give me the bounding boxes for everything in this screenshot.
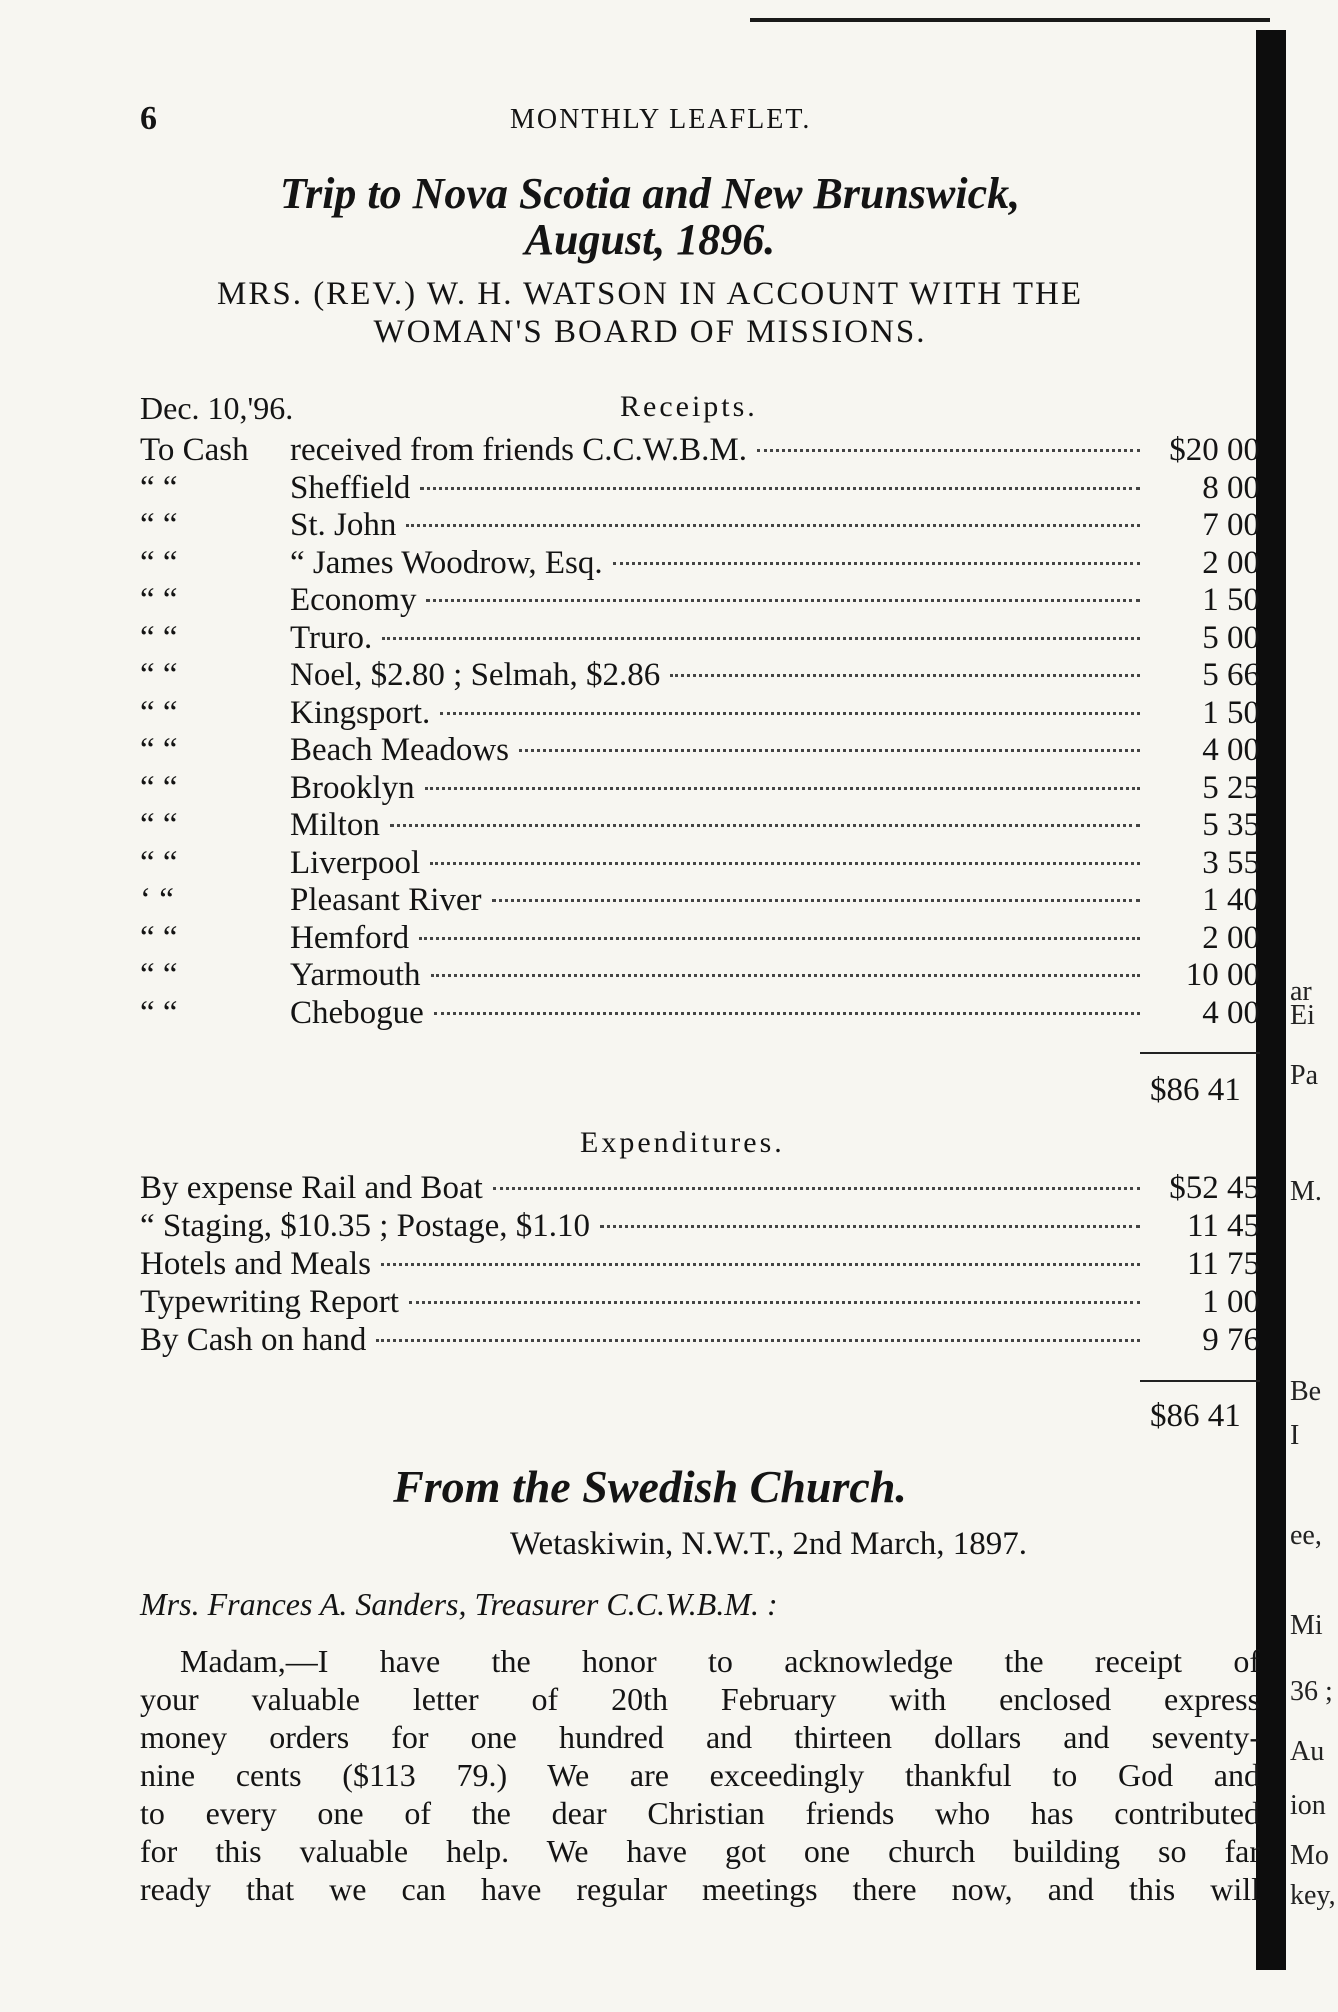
ledger-row [140, 695, 1260, 733]
letter-line: Madam,—I have the honor to acknowledge the receipt of [180, 1643, 1260, 1679]
ditto-mark: “ “ [140, 844, 178, 881]
leader-dots [426, 599, 1140, 602]
page-header [140, 100, 1240, 140]
edge-rule [750, 18, 1270, 22]
bleed-fragment: Be [1290, 1376, 1322, 1407]
receipts-total: $86 41 [1150, 1072, 1241, 1108]
ledger-label: “ James Woodrow, Esq. [290, 544, 603, 581]
ledger-row [140, 732, 1260, 770]
leader-dots [376, 1339, 1140, 1342]
ledger-amount: 4 00 [1202, 732, 1260, 768]
ledger-label: received from friends C.C.W.B.M. [290, 432, 748, 468]
ditto-mark: “ “ [140, 619, 178, 656]
ledger-amount: 1 50 [1202, 582, 1260, 618]
ledger-row [140, 432, 1260, 470]
ledger-amount: 2 00 [1202, 919, 1260, 956]
letter-line: ready that we can have regular meetings there now, and this will [140, 1871, 1260, 1907]
ditto-mark: “ “ [140, 732, 178, 768]
ledger-label: Milton [290, 807, 380, 843]
account-heading-line1: MRS. (REV.) W. H. WATSON IN ACCOUNT WITH THE [216, 276, 1083, 312]
ditto-mark: ‘ “ [140, 882, 174, 918]
leader-dots [670, 674, 1140, 677]
ledger-row [140, 545, 1260, 583]
ledger-amount: 11 75 [1186, 1246, 1260, 1282]
leader-dots [492, 899, 1140, 902]
ledger-label: Liverpool [290, 844, 421, 881]
ledger-amount: $52 45 [1169, 1170, 1260, 1206]
ledger-row [140, 582, 1260, 620]
ledger-label: St. John [290, 507, 397, 543]
ditto-mark: To Cash [140, 432, 249, 468]
ledger-amount: 2 00 [1202, 544, 1260, 581]
ditto-mark: “ “ [140, 919, 178, 956]
ledger-row [140, 1208, 1260, 1246]
ledger-label: Yarmouth [290, 957, 421, 993]
bleed-fragment: Pa [1290, 1060, 1318, 1091]
ditto-mark: “ “ [140, 582, 178, 618]
letter-line: your valuable letter of 20th February with enclosed express [140, 1681, 1260, 1717]
ledger-amount: 11 45 [1186, 1208, 1260, 1244]
bleed-fragment: Au [1290, 1736, 1325, 1767]
leader-dots [600, 1225, 1140, 1228]
leader-dots [406, 524, 1140, 527]
leader-dots [519, 749, 1140, 752]
expenditures-total-rule [1140, 1380, 1260, 1382]
ledger-row [140, 470, 1260, 508]
letter-addressee: Mrs. Frances A. Sanders, Treasurer C.C.W.B.M. : [140, 1586, 778, 1622]
ledger-row [140, 657, 1260, 695]
ledger-label: Chebogue [290, 994, 424, 1031]
letter-line: to every one of the dear Christian friends who has contributed [140, 1795, 1260, 1831]
ledger-amount: $20 00 [1169, 432, 1260, 468]
ledger-row [140, 807, 1260, 845]
ledger-label: Truro. [290, 619, 373, 656]
page-number: 6 [140, 100, 157, 137]
bleed-fragment: ion [1290, 1790, 1326, 1821]
letter-place-date: Wetaskiwin, N.W.T., 2nd March, 1897. [510, 1526, 1028, 1562]
ledger-label: “ Staging, $10.35 ; Postage, $1.10 [140, 1208, 591, 1244]
article-title-line1: Trip to Nova Scotia and New Brunswick, [279, 169, 1021, 218]
leader-dots [409, 1301, 1140, 1304]
ditto-mark: “ “ [140, 994, 178, 1031]
ledger-amount: 4 00 [1202, 994, 1260, 1031]
ledger-row [140, 995, 1260, 1033]
ditto-mark: “ “ [140, 807, 178, 843]
ledger-amount: 5 35 [1202, 807, 1260, 843]
receipts-total-rule [1140, 1052, 1260, 1054]
bleed-fragment: 36 ; [1290, 1676, 1333, 1707]
ditto-mark: “ “ [140, 957, 178, 993]
letter-line: nine cents ($113 79.) We are exceedingly thankful to God and [140, 1757, 1260, 1793]
article-title-line2: August, 1896. [524, 215, 776, 264]
bleed-fragment: Mi [1290, 1610, 1323, 1641]
leader-dots [440, 712, 1140, 715]
leader-dots [390, 824, 1140, 827]
ledger-label: Brooklyn [290, 769, 415, 806]
ledger-label: By expense Rail and Boat [140, 1170, 483, 1206]
ditto-mark: “ “ [140, 769, 178, 806]
ledger-row [140, 957, 1260, 995]
account-date: Dec. 10,'96. [140, 390, 294, 426]
leader-dots [420, 487, 1140, 490]
ditto-mark: “ “ [140, 469, 178, 506]
expenditures-heading: Expenditures. [580, 1126, 785, 1159]
ledger-row [140, 1284, 1260, 1322]
ledger-label: Noel, $2.80 ; Selmah, $2.86 [290, 657, 661, 693]
letter-line: money orders for one hundred and thirteen dollars and seventy- [140, 1719, 1260, 1755]
bleed-fragment: ee, [1290, 1520, 1322, 1551]
ditto-mark: “ “ [140, 544, 178, 581]
ledger-row [140, 845, 1260, 883]
ledger-amount: 8 00 [1202, 469, 1260, 506]
leader-dots [381, 1263, 1140, 1266]
leader-dots [434, 1012, 1140, 1015]
ledger-amount: 10 00 [1185, 957, 1260, 993]
ledger-label: Pleasant River [290, 882, 482, 918]
swedish-church-title: From the Swedish Church. [393, 1461, 907, 1512]
leader-dots [382, 637, 1140, 640]
ledger-amount: 1 00 [1202, 1284, 1260, 1320]
ledger-amount: 9 76 [1202, 1322, 1260, 1358]
leader-dots [425, 787, 1140, 790]
expenditures-total: $86 41 [1150, 1398, 1241, 1434]
bleed-fragment: M. [1290, 1176, 1322, 1207]
ledger-row [140, 770, 1260, 808]
ledger-label: Economy [290, 582, 417, 618]
ledger-row [140, 620, 1260, 658]
ledger-label: Hemford [290, 919, 410, 956]
ledger-label: Hotels and Meals [140, 1246, 371, 1282]
bleed-fragment: key, [1290, 1880, 1336, 1911]
ledger-amount: 5 25 [1202, 769, 1260, 806]
ledger-label: Kingsport. [290, 694, 431, 731]
ledger-amount: 1 40 [1202, 882, 1260, 918]
bleed-fragment: Ei [1290, 1000, 1315, 1031]
bleed-fragment: I [1290, 1420, 1300, 1451]
ledger-amount: 5 00 [1202, 619, 1260, 656]
leader-dots [757, 449, 1140, 452]
leader-dots [493, 1187, 1140, 1190]
bleed-fragment: ar [1290, 976, 1312, 1007]
leader-dots [613, 562, 1140, 565]
account-heading-line2: WOMAN'S BOARD OF MISSIONS. [373, 314, 927, 350]
ledger-amount: 5 66 [1202, 657, 1260, 693]
ledger-row [140, 507, 1260, 545]
ditto-mark: “ “ [140, 657, 178, 693]
ledger-label: Typewriting Report [140, 1284, 399, 1320]
ledger-amount: 7 00 [1202, 507, 1260, 543]
running-title: MONTHLY LEAFLET. [510, 104, 812, 135]
ledger-row [140, 920, 1260, 958]
bleed-fragment: Mo [1290, 1840, 1329, 1871]
ledger-row [140, 882, 1260, 920]
ledger-amount: 1 50 [1202, 694, 1260, 731]
leader-dots [431, 974, 1140, 977]
letter-body [140, 1642, 1260, 1908]
ledger-label: Beach Meadows [290, 732, 510, 768]
ledger-row [140, 1322, 1260, 1360]
ditto-mark: “ “ [140, 694, 178, 731]
ditto-mark: “ “ [140, 507, 178, 543]
leader-dots [419, 937, 1140, 940]
ledger-row [140, 1170, 1260, 1208]
receipts-heading: Receipts. [620, 390, 758, 423]
ledger-label: By Cash on hand [140, 1322, 367, 1358]
leader-dots [430, 862, 1140, 865]
ledger-row [140, 1246, 1260, 1284]
ledger-amount: 3 55 [1202, 844, 1260, 881]
ledger-label: Sheffield [290, 469, 411, 506]
letter-line: for this valuable help. We have got one church building so far [140, 1833, 1260, 1869]
